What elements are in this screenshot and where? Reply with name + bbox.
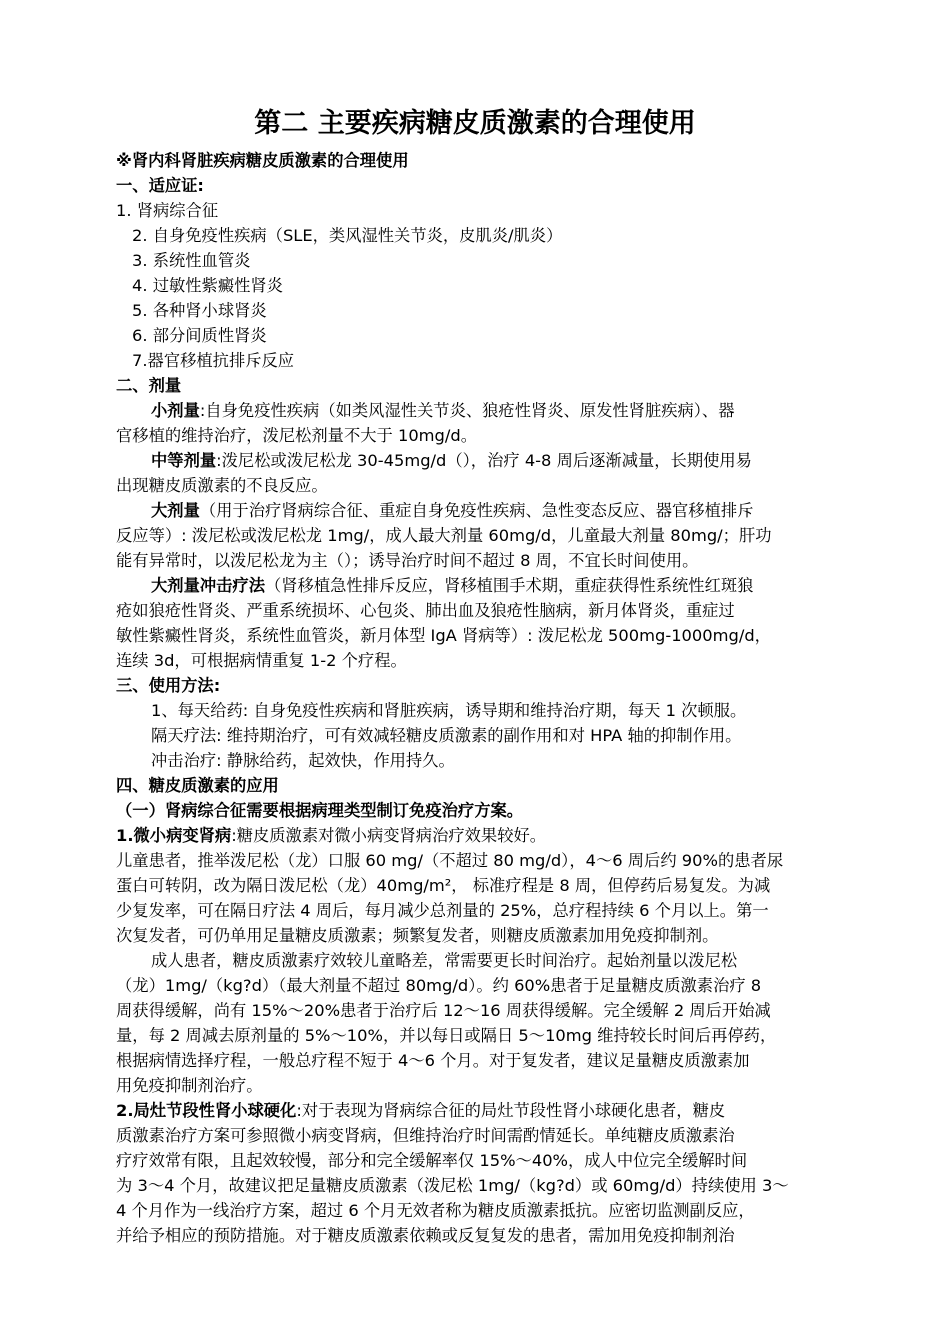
dosage-small-text: :自身免疫性疾病（如类风湿性关节炎、狼疮性肾炎、原发性肾脏疾病）、器 [199,401,735,420]
indication-item: 7.器官移植抗排斥反应 [132,351,295,370]
mcd-child-text: 儿童患者，推举泼尼松（龙）口服 60 mg/（不超过 80 mg/d），4～6 周后约 90%的患者尿 [116,851,784,870]
mcd-adult-text: （龙）1mg/（kg?d）（最大剂量不超过 80mg/d）。约 60%患者于足量糖皮质激素治疗 8 [116,976,762,995]
dosage-big-cont: 能有异常时，以泼尼松龙为主（）；诱导治疗时间不超过 8 周，不宜长时间使用。 [116,551,699,570]
dosage-mid-line [151,450,752,472]
fsgs-label: 2.局灶节段性肾小球硬化 [116,1101,297,1120]
dosage-pulse-label: 大剂量冲击疗法 [151,576,265,595]
mcd-label: 1.微小病变肾病 [116,826,232,845]
mcd-adult-text: 成人患者，糖皮质激素疗效较儿童略差，常需要更长时间治疗。起始剂量以泼尼松 [151,951,738,970]
section-heading-application: 四、糖皮质激素的应用 [116,776,279,795]
indication-item: 6. 部分间质性肾炎 [132,326,267,345]
indication-item: 5. 各种肾小球肾炎 [132,301,267,320]
fsgs-text: 并给予相应的预防措施。对于糖皮质激素依赖或反复复发的患者，需加用免疫抑制剂治 [116,1226,735,1245]
dosage-pulse-cont: 敏性紫癜性肾炎，系统性血管炎，新月体型 IgA 肾病等）: 泼尼松龙 500mg-1000mg/d， [116,626,771,645]
dosage-small-label: 小剂量 [151,401,200,420]
fsgs-text: 为 3～4 个月，故建议把足量糖皮质激素（泼尼松 1mg/（kg?d）或 60mg/d）持续使用 3～ [116,1176,789,1195]
mcd-adult-text: 量，每 2 周减去原剂量的 5%～10%，并以每日或隔日 5～10mg 维持较长时间后再停药， [116,1026,777,1045]
indication-item: 4. 过敏性紫癜性肾炎 [132,276,283,295]
dosage-big-line [151,500,753,522]
mcd-adult-text: 周获得缓解，尚有 15%～20%患者于治疗后 12～16 周获得缓解。完全缓解 2 周后开始减 [116,1001,771,1020]
usage-pulse: 冲击治疗: 静脉给药，起效快，作用持久。 [151,751,455,770]
usage-alternate: 隔天疗法: 维持期治疗，可有效减轻糖皮质激素的副作用和对 HPA 轴的抑制作用。 [151,726,742,745]
mcd-child-text: 次复发者，可仍单用足量糖皮质激素；频繁复发者，则糖皮质激素加用免疫抑制剂。 [116,926,719,945]
dosage-mid-cont: 出现糖皮质激素的不良反应。 [116,476,328,495]
page-title: 第二 主要疾病糖皮质激素的合理使用 [254,108,696,139]
fsgs-text: 疗疗效常有限，且起效较慢，部分和完全缓解率仅 15%～40%，成人中位完全缓解时间 [116,1151,748,1170]
dosage-big-label: 大剂量 [151,501,200,520]
subsection-heading-nephrotic: （一）肾病综合征需要根据病理类型制订免疫治疗方案。 [116,801,524,820]
mcd-text: :糖皮质激素对微小病变肾病治疗效果较好。 [231,826,547,845]
dosage-pulse-line [151,575,753,597]
fsgs-line [116,1100,725,1122]
mcd-child-text: 蛋白可转阴，改为隔日泼尼松（龙）40mg/m²， 标准疗程是 8 周，但停药后易复发。为减 [116,876,771,895]
mcd-adult-text: 根据病情选择疗程，一般总疗程不短于 4～6 个月。对于复发者，建议足量糖皮质激素加 [116,1051,750,1070]
fsgs-text: 4 个月作为一线治疗方案，超过 6 个月无效者称为糖皮质激素抵抗。应密切监测副反应， [116,1201,755,1220]
dosage-pulse-cont: 疮如狼疮性肾炎、严重系统损坏、心包炎、肺出血及狼疮性脑病，新月体肾炎，重症过 [116,601,735,620]
document-subtitle: ※肾内科肾脏疾病糖皮质激素的合理使用 [116,151,409,170]
fsgs-text: 质激素治疗方案可参照微小病变肾病，但维持治疗时间需酌情延长。单纯糖皮质激素治 [116,1126,735,1145]
dosage-pulse-cont: 连续 3d，可根据病情重复 1-2 个疗程。 [116,651,407,670]
dosage-big-text: （用于治疗肾病综合征、重症自身免疫性疾病、急性变态反应、器官移植排斥 [199,501,754,520]
indication-item: 1. 肾病综合征 [116,201,219,220]
dosage-mid-text: :泼尼松或泼尼松龙 30-45mg/d（），治疗 4-8 周后逐渐减量，长期使用易 [216,451,752,470]
mcd-adult-text: 用免疫抑制剂治疗。 [116,1076,263,1095]
section-heading-dosage: 二、剂量 [116,376,182,395]
section-heading-usage: 三、使用方法: [116,676,221,695]
mcd-child-text: 少复发率，可在隔日疗法 4 周后，每月减少总剂量的 25%，总疗程持续 6 个月以上。第一 [116,901,769,920]
dosage-pulse-text: （肾移植急性排斥反应，肾移植围手术期，重症获得性系统性红斑狼 [264,576,754,595]
fsgs-text: :对于表现为肾病综合征的局灶节段性肾小球硬化患者，糖皮 [296,1101,726,1120]
mcd-line [116,825,546,847]
indication-item: 2. 自身免疫性疾病（SLE，类风湿性关节炎，皮肌炎/肌炎） [132,226,563,245]
dosage-big-cont: 反应等）: 泼尼松或泼尼松龙 1mg/，成人最大剂量 60mg/d，儿童最大剂量 80mg/；肝功 [116,526,772,545]
dosage-small-line [151,400,735,422]
indication-item: 3. 系统性血管炎 [132,251,251,270]
dosage-small-cont: 官移植的维持治疗，泼尼松剂量不大于 10mg/d。 [116,426,477,445]
dosage-mid-label: 中等剂量 [151,451,217,470]
section-heading-indications: 一、适应证: [116,176,204,195]
usage-daily: 1、每天给药: 自身免疫性疾病和肾脏疾病，诱导期和维持治疗期，每天 1 次顿服。 [151,701,747,720]
